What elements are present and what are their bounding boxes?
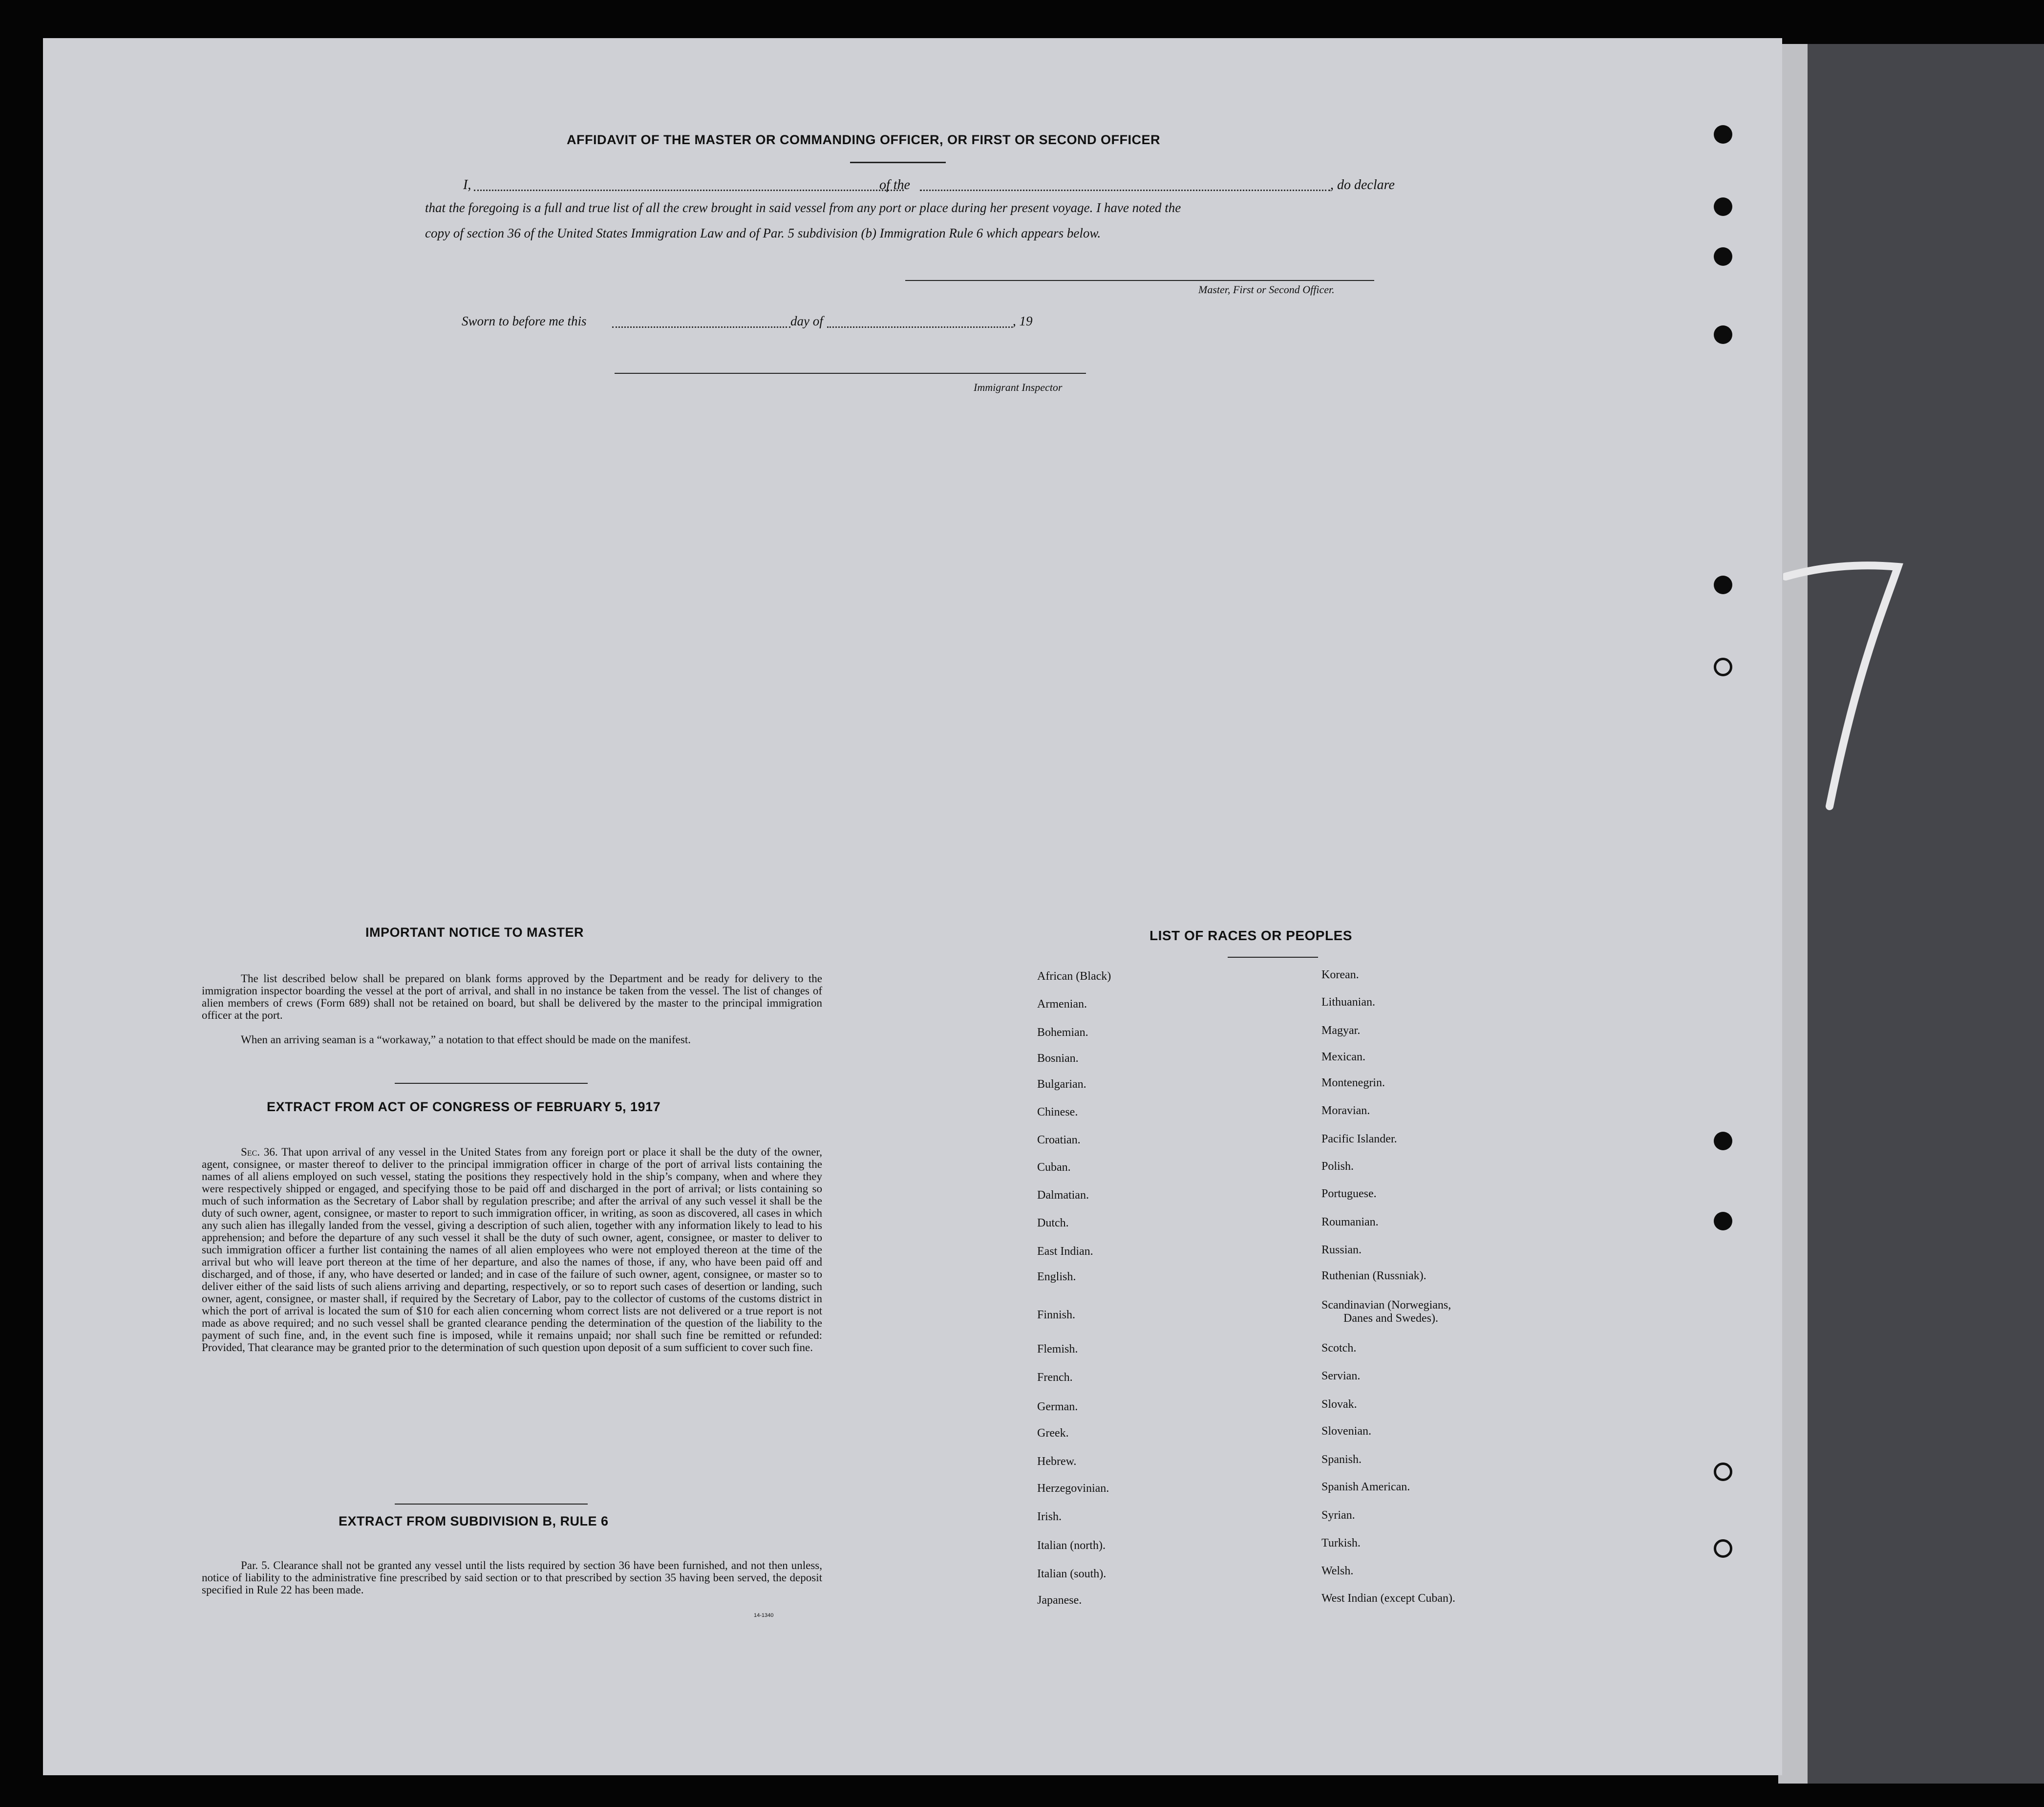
affidavit-title: AFFIDAVIT OF THE MASTER OR COMMANDING OFFICER, OR FIRST OR SECOND OFFICER (567, 132, 1160, 147)
binder-hole (1714, 197, 1732, 216)
race-right-item: Spanish. (1321, 1453, 1362, 1466)
sworn-day-field[interactable] (612, 326, 790, 328)
race-left-item: Japanese. (1037, 1594, 1082, 1607)
race-left-item: German. (1037, 1400, 1078, 1413)
race-right-item: Roumanian. (1321, 1216, 1379, 1228)
race-right-item: Moravian. (1321, 1104, 1370, 1117)
race-left-item: Irish. (1037, 1510, 1062, 1523)
race-left-item: Herzegovinian. (1037, 1482, 1109, 1495)
sworn-prefix: Sworn to before me this (462, 314, 587, 328)
race-left-item: Chinese. (1037, 1106, 1078, 1119)
section-text: That upon arrival of any vessel in the United States from any foreign port or place it shall be the duty of the owner, agent, consignee, or master thereof to deliver to the principal immigration officer in charge of the port of arrival lists containing the names of all aliens employed on such vessel, stating the positions they respectively hold in the ship’s company, when and where they were respectively shipped or engaged, and specifying those to be paid off and discharged in the port of arrival; or lists containing so much of such information as the Secretary of Labor shall by regulation prescribe; and after the arrival of any such vessel it shall be the duty of such owner, agent, consignee, or master to report to such immigration officer, in writing, as soon as discovered, all cases in which any such alien has illegally landed from the vessel, giving a description of such alien, together with any information likely to lead to his apprehension; and before the departure of any such vessel it shall be the duty of such owner, agent, consignee, or master to deliver to such immigration officer a further list containing the names of all alien employees who were not employed thereon at the time of the arrival but who will leave port thereon at the time of her departure, and also the names of those, if any, who have been paid off and discharged, and of those, if any, who have deserted or landed; and in case of the failure of such owner, agent, consignee, or master so to deliver either of the said lists of such aliens arriving and departing, respectively, or so to report such cases of desertion or landing, such owner, agent, consignee, or master shall, if required by the Secretary of Labor, pay to the collector of customs of the customs district in which the port of arrival is located the sum of $10 for each alien concerning whom correct lists are not delivered or a true report is not made as above required; and no such vessel shall be granted clearance pending the determination of the question of the liability to the payment of such fine, and, in the event such fine is imposed, while it remains unpaid; nor shall such fine be remitted or refunded: Provided, That clearance may be granted prior to the determination of such question upon deposit of a sum sufficient to cover such fine. (202, 1146, 822, 1354)
race-right-item: Russian. (1321, 1244, 1362, 1256)
race-left-item: Italian (north). (1037, 1539, 1106, 1552)
race-left-item: Bosnian. (1037, 1052, 1079, 1065)
race-left-item: Bulgarian. (1037, 1078, 1086, 1091)
master-signature-label: Master, First or Second Officer. (1198, 283, 1335, 296)
race-right-item: Polish. (1321, 1160, 1354, 1173)
race-right-item: Portuguese. (1321, 1187, 1377, 1200)
affidavit-of-the-label: of the (879, 177, 910, 193)
sworn-year-label: , 19 (1013, 314, 1033, 328)
binder-hole (1714, 125, 1732, 144)
race-right-item: Turkish. (1321, 1537, 1361, 1549)
notice-body-1: The list described below shall be prepared on blank forms approved by the Department and be ready for delivery to the immigration inspector boarding the vessel at the port of arrival, and shall in no instance be taken from the vessel. The list of changes of alien members of crews (Form 689) shall not be retained on board, but shall be delivered by the master to the principal immigration officer at the port. (202, 972, 822, 1021)
race-left-item: Armenian. (1037, 998, 1087, 1011)
races-title-rule (1228, 957, 1318, 958)
race-left-item: Greek. (1037, 1427, 1069, 1440)
master-signature-line[interactable] (905, 280, 1374, 281)
race-right-item: Scotch. (1321, 1342, 1357, 1355)
race-right-item: Spanish American. (1321, 1481, 1410, 1493)
affidavit-i-label: I, (463, 177, 471, 193)
affidavit-title-rule (850, 162, 946, 163)
race-left-item: Dalmatian. (1037, 1189, 1089, 1202)
extract-rule-body: Par. 5. Clearance shall not be granted any vessel until the lists required by section 36 have been furnished, and not then unless, notice of liability to the administrative fine prescribed by said section or to that prescribed by section 35 having been served, the deposit specified in Rule 22 has been made. (202, 1559, 822, 1596)
affidavit-line3: copy of section 36 of the United States Immigration Law and of Par. 5 subdivision (b) Immigration Rule 6 which appears below. (425, 226, 1101, 240)
races-title: LIST OF RACES OR PEOPLES (1150, 928, 1352, 943)
binder-hole (1714, 1463, 1732, 1481)
inspector-signature-line[interactable] (615, 373, 1086, 374)
race-right-item: Magyar. (1321, 1024, 1361, 1037)
binder-hole (1714, 1212, 1732, 1230)
race-right-item: Pacific Islander. (1321, 1133, 1397, 1145)
extract-act-divider (395, 1504, 588, 1505)
race-left-item: English. (1037, 1270, 1076, 1283)
form-number: 14-1340 (754, 1613, 774, 1618)
race-right-item: Korean. (1321, 968, 1359, 981)
sworn-month-field[interactable] (827, 326, 1013, 328)
race-right-item: Lithuanian. (1321, 996, 1375, 1009)
binder-hole (1714, 1539, 1732, 1558)
race-right-item: Ruthenian (Russniak). (1321, 1269, 1427, 1282)
binder-hole (1714, 247, 1732, 266)
race-left-item: East Indian. (1037, 1245, 1093, 1258)
race-right-item: Syrian. (1321, 1509, 1355, 1522)
notice-title: IMPORTANT NOTICE TO MASTER (365, 925, 584, 940)
affidavit-line2: that the foregoing is a full and true list of all the crew brought in said vessel from any port or place during her present voyage. I have noted the (425, 200, 1181, 215)
extract-rule-title: EXTRACT FROM SUBDIVISION B, RULE 6 (339, 1514, 609, 1528)
race-left-item: French. (1037, 1371, 1073, 1384)
inspector-signature-label: Immigrant Inspector (974, 381, 1063, 393)
notice-divider (395, 1083, 588, 1084)
vessel-name-field[interactable] (920, 190, 1330, 191)
race-right-item: West Indian (except Cuban). (1321, 1592, 1455, 1605)
binder-hole (1714, 658, 1732, 676)
race-right-item: Welsh. (1321, 1565, 1354, 1577)
race-right-item: Servian. (1321, 1370, 1361, 1382)
race-left-item: Italian (south). (1037, 1568, 1107, 1580)
race-left-item: Finnish. (1037, 1309, 1076, 1321)
race-right-item: Mexican. (1321, 1051, 1365, 1063)
sworn-day-of-label: day of (790, 314, 823, 328)
race-left-item: Bohemian. (1037, 1026, 1088, 1039)
binder-hole (1714, 576, 1732, 594)
race-right-item: Slovenian. (1321, 1425, 1371, 1438)
race-left-item: Flemish. (1037, 1343, 1078, 1355)
race-left-item: Hebrew. (1037, 1455, 1077, 1468)
race-right-item: Danes and Swedes). (1343, 1312, 1438, 1325)
race-right-item: Scandinavian (Norwegians, (1321, 1299, 1451, 1312)
document-page (43, 38, 1782, 1775)
binder-hole (1714, 325, 1732, 344)
extract-act-title: EXTRACT FROM ACT OF CONGRESS OF FEBRUARY 5, 1917 (267, 1099, 661, 1114)
race-right-item: Slovak. (1321, 1398, 1357, 1411)
race-left-item: Croatian. (1037, 1134, 1081, 1146)
master-name-field[interactable] (474, 190, 904, 191)
extract-act-body (202, 1146, 822, 1354)
notice-body-2: When an arriving seaman is a “workaway,” a notation to that effect should be made on the manifest. (241, 1033, 691, 1046)
handwritten-seven-mark (1783, 547, 1910, 811)
race-right-item: Montenegrin. (1321, 1076, 1385, 1089)
affidavit-declare-label: , do declare (1330, 177, 1395, 193)
race-left-item: Cuban. (1037, 1161, 1071, 1174)
dark-backing-strip (1778, 44, 2044, 1784)
section-label: Sec. 36. (241, 1146, 278, 1158)
binder-hole (1714, 1132, 1732, 1150)
race-left-item: Dutch. (1037, 1217, 1069, 1229)
race-left-item: African (Black) (1037, 970, 1111, 983)
